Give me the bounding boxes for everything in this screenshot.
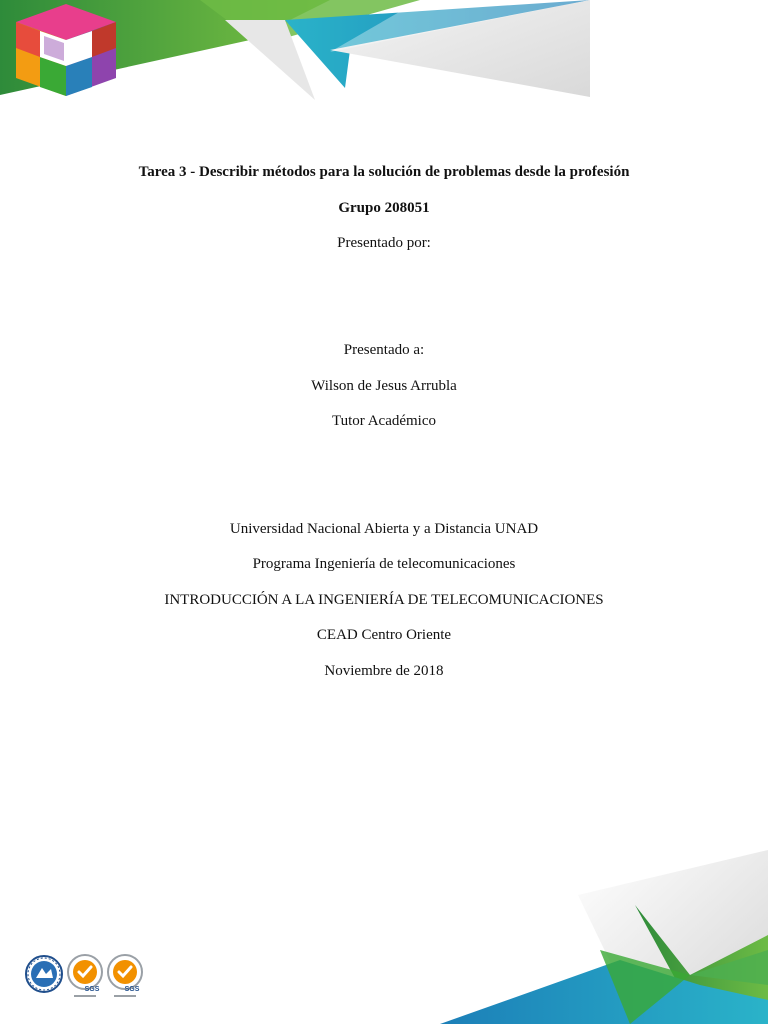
sgs-seal-label: SGS bbox=[124, 986, 140, 993]
document-date: Noviembre de 2018 bbox=[324, 663, 444, 679]
course-name: INTRODUCCIÓN A LA INGENIERÍA DE TELECOMUNICACIONES bbox=[164, 592, 604, 608]
sgs-seal-label: SGS bbox=[84, 986, 100, 993]
presented-by-label: Presentado por: bbox=[337, 235, 431, 251]
program-name: Programa Ingeniería de telecomunicaciones bbox=[252, 556, 516, 572]
sgs-certification-seal-icon bbox=[66, 953, 104, 1001]
tutor-name: Wilson de Jesus Arrubla bbox=[311, 378, 457, 394]
group-number: Grupo 208051 bbox=[338, 200, 430, 216]
university-name: Universidad Nacional Abierta y a Distancia UNAD bbox=[229, 521, 539, 537]
center-name: CEAD Centro Oriente bbox=[316, 627, 452, 643]
unad-seal-icon bbox=[24, 954, 64, 994]
document-title: Tarea 3 - Describir métodos para la solución de problemas desde la profesión bbox=[138, 164, 630, 180]
tutor-role: Tutor Académico bbox=[331, 413, 437, 429]
presented-to-label: Presentado a: bbox=[343, 342, 425, 358]
unad-logo-icon bbox=[0, 0, 120, 100]
sgs-certification-seal-icon bbox=[106, 953, 144, 1001]
